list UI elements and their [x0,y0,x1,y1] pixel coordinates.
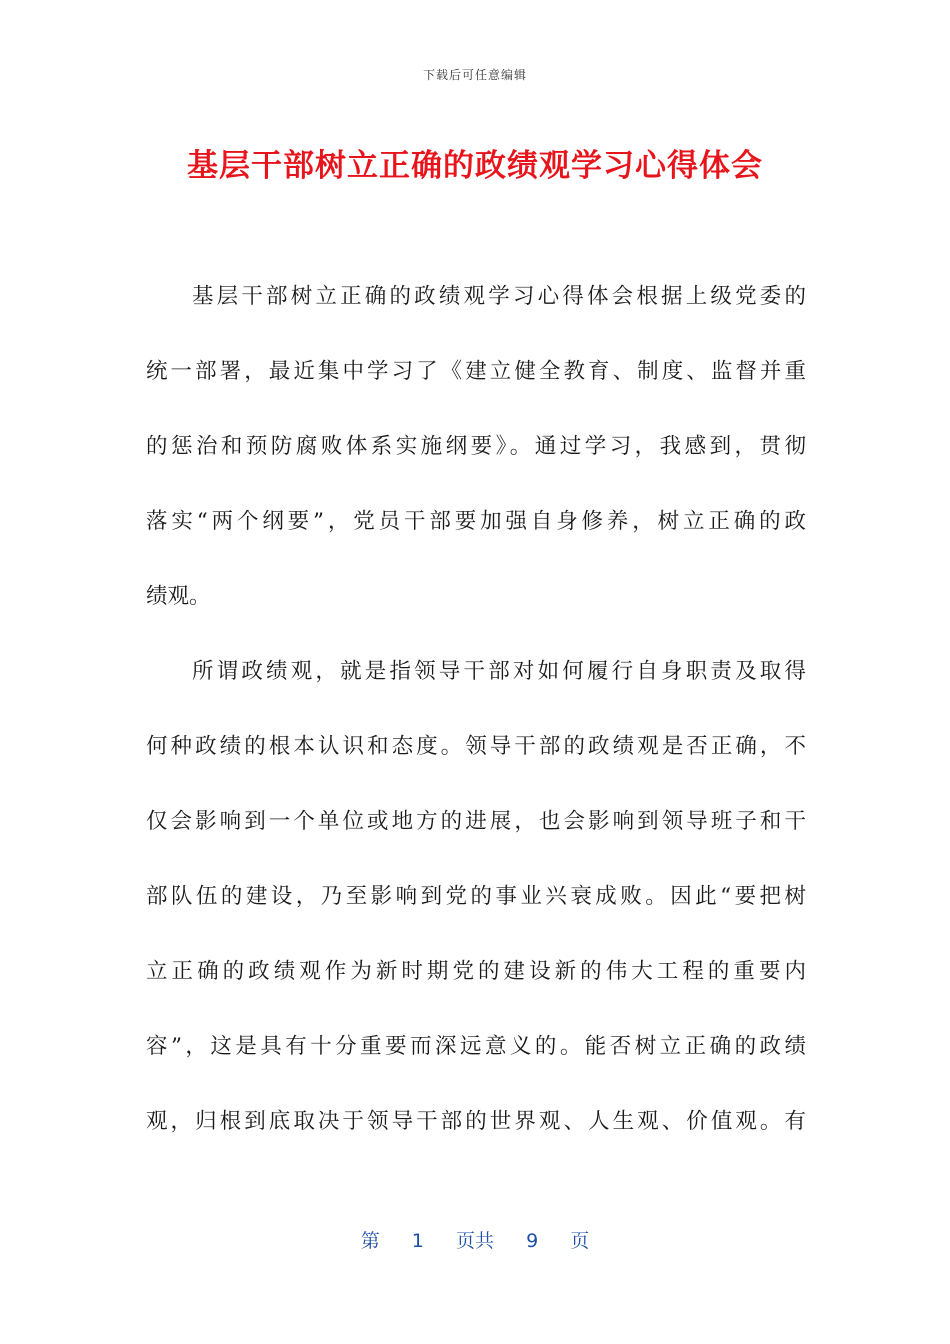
document-body [146,259,806,1159]
paragraph-2-line-3: 仅会影响到一个单位或地方的进展，也会影响到领导班子和干 [146,809,806,834]
footer-page-suffix: 页 [570,1230,590,1252]
footer-current-page: 1 [411,1230,424,1252]
footer-page-prefix: 第 [360,1230,380,1252]
header-note: 下载后可任意编辑 [422,68,527,82]
paragraph-1-line-2: 统一部署，最近集中学习了《建立健全教育、制度、监督并重 [146,359,806,384]
paragraph-1-line-5: 绩观。 [146,584,211,609]
paragraph-2-line-7: 观，归根到底取决于领导干部的世界观、人生观、价值观。有 [146,1109,806,1134]
paragraph-1-line-1: 基层干部树立正确的政绩观学习心得体会根据上级党委的 [192,284,806,309]
paragraph-2-line-6: 容”，这是具有十分重要而深远意义的。能否树立正确的政绩 [146,1034,806,1059]
footer-page-mid: 页共 [455,1230,494,1252]
document-title: 基层干部树立正确的政绩观学习心得体会 [187,148,763,184]
page-footer [0,1226,950,1253]
paragraph-2-line-5: 立正确的政绩观作为新时期党的建设新的伟大工程的重要内 [146,959,806,984]
paragraph-2-line-2: 何种政绩的根本认识和态度。领导干部的政绩观是否正确，不 [146,734,806,759]
paragraph-2-line-1: 所谓政绩观，就是指领导干部对如何履行自身职责及取得 [192,659,806,684]
paragraph-2-line-4: 部队伍的建设，乃至影响到党的事业兴衰成败。因此“要把树 [146,884,806,909]
footer-total-pages: 9 [526,1230,539,1252]
paragraph-1-line-4: 落实“两个纲要”，党员干部要加强自身修养，树立正确的政 [146,509,806,534]
paragraph-1-line-3: 的惩治和预防腐败体系实施纲要》。通过学习，我感到，贯彻 [146,434,806,459]
